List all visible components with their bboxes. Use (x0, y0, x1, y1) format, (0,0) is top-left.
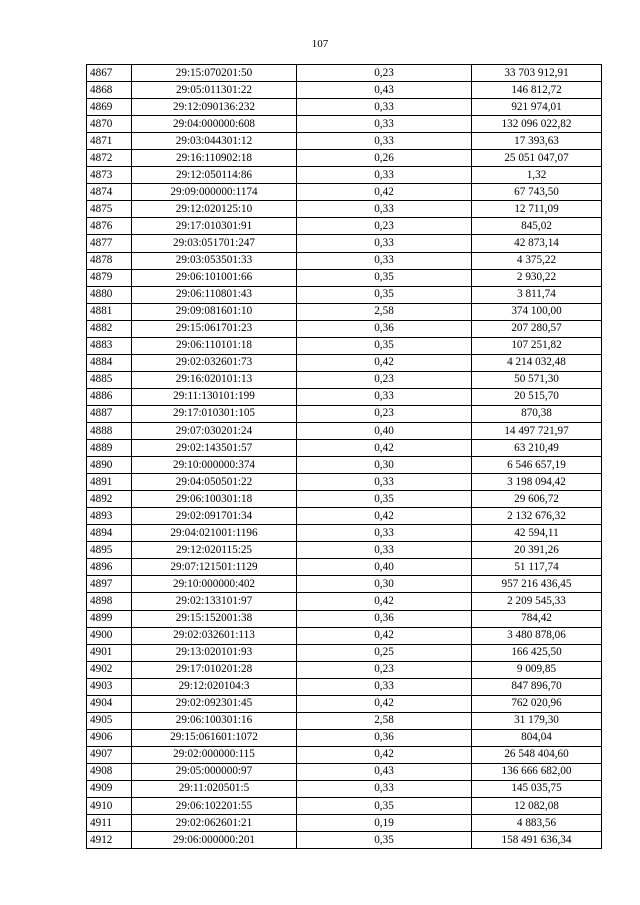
cadastral-number-cell: 29:11:130101:199 (132, 388, 297, 405)
row-number-cell: 4876 (87, 218, 132, 235)
table-row (87, 303, 602, 320)
row-number-cell: 4871 (87, 133, 132, 150)
value-cell: 31 179,30 (472, 712, 602, 729)
rate-cell: 0,42 (297, 593, 472, 610)
cadastral-number-cell: 29:04:050501:22 (132, 474, 297, 491)
table-row (87, 337, 602, 354)
cadastral-number-cell: 29:02:133101:97 (132, 593, 297, 610)
cadastral-number-cell: 29:02:032601:113 (132, 627, 297, 644)
rate-cell: 0,33 (297, 388, 472, 405)
table-row (87, 286, 602, 303)
table-row (87, 525, 602, 542)
value-cell: 42 594,11 (472, 525, 602, 542)
table-row (87, 508, 602, 525)
value-cell: 136 666 682,00 (472, 763, 602, 780)
rate-cell: 0,30 (297, 457, 472, 474)
value-cell: 957 216 436,45 (472, 576, 602, 593)
row-number-cell: 4888 (87, 422, 132, 439)
row-number-cell: 4890 (87, 457, 132, 474)
row-number-cell: 4901 (87, 644, 132, 661)
table-row (87, 269, 602, 286)
value-cell: 4 214 032,48 (472, 354, 602, 371)
value-cell: 374 100,00 (472, 303, 602, 320)
cadastral-number-cell: 29:13:020101:93 (132, 644, 297, 661)
table-row (87, 678, 602, 695)
value-cell: 2 930,22 (472, 269, 602, 286)
table-row (87, 252, 602, 269)
value-cell: 4 883,56 (472, 815, 602, 832)
value-cell: 2 209 545,33 (472, 593, 602, 610)
row-number-cell: 4887 (87, 405, 132, 422)
row-number-cell: 4868 (87, 82, 132, 99)
value-cell: 29 606,72 (472, 491, 602, 508)
rate-cell: 0,35 (297, 337, 472, 354)
rate-cell: 0,35 (297, 491, 472, 508)
value-cell: 146 812,72 (472, 82, 602, 99)
value-cell: 145 035,75 (472, 780, 602, 797)
cadastral-number-cell: 29:02:092301:45 (132, 695, 297, 712)
table-row (87, 405, 602, 422)
rate-cell: 0,33 (297, 167, 472, 184)
value-cell: 4 375,22 (472, 252, 602, 269)
table-row (87, 832, 602, 849)
rate-cell: 0,40 (297, 559, 472, 576)
cadastral-number-cell: 29:05:000000:97 (132, 763, 297, 780)
cadastral-number-cell: 29:02:143501:57 (132, 440, 297, 457)
value-cell: 63 210,49 (472, 440, 602, 457)
table-row (87, 354, 602, 371)
table-row (87, 99, 602, 116)
rate-cell: 0,33 (297, 542, 472, 559)
cadastral-number-cell: 29:06:110101:18 (132, 337, 297, 354)
table-row (87, 627, 602, 644)
value-cell: 207 280,57 (472, 320, 602, 337)
value-cell: 50 571,30 (472, 371, 602, 388)
row-number-cell: 4867 (87, 65, 132, 82)
row-number-cell: 4910 (87, 798, 132, 815)
cadastral-number-cell: 29:04:000000:608 (132, 116, 297, 133)
table-row (87, 184, 602, 201)
row-number-cell: 4897 (87, 576, 132, 593)
cadastral-number-cell: 29:09:081601:10 (132, 303, 297, 320)
rate-cell: 0,42 (297, 184, 472, 201)
rate-cell: 0,33 (297, 235, 472, 252)
value-cell: 132 096 022,82 (472, 116, 602, 133)
cadastral-number-cell: 29:12:090136:232 (132, 99, 297, 116)
value-cell: 20 515,70 (472, 388, 602, 405)
table-row (87, 815, 602, 832)
rate-cell: 0,43 (297, 763, 472, 780)
value-cell: 762 020,96 (472, 695, 602, 712)
cadastral-number-cell: 29:17:010201:28 (132, 661, 297, 678)
table-row (87, 235, 602, 252)
row-number-cell: 4902 (87, 661, 132, 678)
row-number-cell: 4885 (87, 371, 132, 388)
row-number-cell: 4906 (87, 729, 132, 746)
rate-cell: 0,42 (297, 440, 472, 457)
rate-cell: 0,33 (297, 474, 472, 491)
row-number-cell: 4872 (87, 150, 132, 167)
value-cell: 3 198 094,42 (472, 474, 602, 491)
row-number-cell: 4896 (87, 559, 132, 576)
row-number-cell: 4873 (87, 167, 132, 184)
rate-cell: 0,36 (297, 610, 472, 627)
rate-cell: 0,30 (297, 576, 472, 593)
row-number-cell: 4903 (87, 678, 132, 695)
table-row (87, 440, 602, 457)
rate-cell: 0,33 (297, 525, 472, 542)
cadastral-number-cell: 29:15:070201:50 (132, 65, 297, 82)
value-cell: 17 393,63 (472, 133, 602, 150)
table-row (87, 559, 602, 576)
table-row (87, 82, 602, 99)
value-cell: 921 974,01 (472, 99, 602, 116)
value-cell: 12 082,08 (472, 798, 602, 815)
row-number-cell: 4893 (87, 508, 132, 525)
rate-cell: 0,42 (297, 354, 472, 371)
value-cell: 51 117,74 (472, 559, 602, 576)
row-number-cell: 4904 (87, 695, 132, 712)
cadastral-number-cell: 29:02:000000:115 (132, 746, 297, 763)
table-row (87, 780, 602, 797)
table-row (87, 542, 602, 559)
cadastral-number-cell: 29:07:121501:1129 (132, 559, 297, 576)
table-row (87, 491, 602, 508)
rate-cell: 0,42 (297, 508, 472, 525)
cadastral-number-cell: 29:02:091701:34 (132, 508, 297, 525)
row-number-cell: 4889 (87, 440, 132, 457)
cadastral-number-cell: 29:06:100301:18 (132, 491, 297, 508)
cadastral-number-cell: 29:06:101001:66 (132, 269, 297, 286)
cadastral-number-cell: 29:05:011301:22 (132, 82, 297, 99)
cadastral-number-cell: 29:17:010301:91 (132, 218, 297, 235)
table-row (87, 610, 602, 627)
row-number-cell: 4880 (87, 286, 132, 303)
rate-cell: 0,23 (297, 65, 472, 82)
table-row (87, 593, 602, 610)
cadastral-number-cell: 29:03:051701:247 (132, 235, 297, 252)
value-cell: 870,38 (472, 405, 602, 422)
row-number-cell: 4877 (87, 235, 132, 252)
rate-cell: 0,33 (297, 780, 472, 797)
row-number-cell: 4909 (87, 780, 132, 797)
table-row (87, 201, 602, 218)
row-number-cell: 4881 (87, 303, 132, 320)
rate-cell: 0,33 (297, 201, 472, 218)
row-number-cell: 4905 (87, 712, 132, 729)
cadastral-number-cell: 29:07:030201:24 (132, 422, 297, 439)
rate-cell: 0,40 (297, 422, 472, 439)
rate-cell: 0,42 (297, 695, 472, 712)
table-row (87, 729, 602, 746)
rate-cell: 0,36 (297, 320, 472, 337)
rate-cell: 0,23 (297, 371, 472, 388)
cadastral-value-table (86, 64, 602, 849)
rate-cell: 0,33 (297, 99, 472, 116)
cadastral-number-cell: 29:17:010301:105 (132, 405, 297, 422)
table-body (87, 65, 602, 849)
value-cell: 42 873,14 (472, 235, 602, 252)
value-cell: 33 703 912,91 (472, 65, 602, 82)
table-row (87, 150, 602, 167)
rate-cell: 0,35 (297, 269, 472, 286)
table-row (87, 320, 602, 337)
cadastral-number-cell: 29:12:020125:10 (132, 201, 297, 218)
table-row (87, 167, 602, 184)
value-cell: 26 548 404,60 (472, 746, 602, 763)
row-number-cell: 4908 (87, 763, 132, 780)
rate-cell: 0,19 (297, 815, 472, 832)
rate-cell: 0,35 (297, 798, 472, 815)
rate-cell: 0,43 (297, 82, 472, 99)
rate-cell: 0,23 (297, 405, 472, 422)
rate-cell: 2,58 (297, 712, 472, 729)
table-row (87, 661, 602, 678)
cadastral-number-cell: 29:09:000000:1174 (132, 184, 297, 201)
row-number-cell: 4882 (87, 320, 132, 337)
row-number-cell: 4892 (87, 491, 132, 508)
rate-cell: 0,35 (297, 832, 472, 849)
cadastral-number-cell: 29:02:062601:21 (132, 815, 297, 832)
value-cell: 3 480 878,06 (472, 627, 602, 644)
rate-cell: 0,33 (297, 252, 472, 269)
value-cell: 20 391,26 (472, 542, 602, 559)
cadastral-number-cell: 29:11:020501:5 (132, 780, 297, 797)
rate-cell: 0,35 (297, 286, 472, 303)
rate-cell: 0,26 (297, 150, 472, 167)
cadastral-number-cell: 29:12:020115:25 (132, 542, 297, 559)
table-row (87, 457, 602, 474)
row-number-cell: 4907 (87, 746, 132, 763)
value-cell: 14 497 721,97 (472, 422, 602, 439)
value-cell: 9 009,85 (472, 661, 602, 678)
rate-cell: 0,33 (297, 133, 472, 150)
value-cell: 25 051 047,07 (472, 150, 602, 167)
cadastral-number-cell: 29:15:061601:1072 (132, 729, 297, 746)
table-row (87, 746, 602, 763)
page-number: 107 (311, 38, 329, 50)
row-number-cell: 4899 (87, 610, 132, 627)
row-number-cell: 4911 (87, 815, 132, 832)
row-number-cell: 4912 (87, 832, 132, 849)
table-row (87, 422, 602, 439)
value-cell: 1,32 (472, 167, 602, 184)
cadastral-number-cell: 29:12:020104:3 (132, 678, 297, 695)
cadastral-number-cell: 29:03:044301:12 (132, 133, 297, 150)
value-cell: 3 811,74 (472, 286, 602, 303)
row-number-cell: 4895 (87, 542, 132, 559)
cadastral-number-cell: 29:04:021001:1196 (132, 525, 297, 542)
rate-cell: 0,23 (297, 661, 472, 678)
value-cell: 784,42 (472, 610, 602, 627)
rate-cell: 0,33 (297, 116, 472, 133)
row-number-cell: 4875 (87, 201, 132, 218)
value-cell: 166 425,50 (472, 644, 602, 661)
row-number-cell: 4884 (87, 354, 132, 371)
value-cell: 2 132 676,32 (472, 508, 602, 525)
value-cell: 847 896,70 (472, 678, 602, 695)
row-number-cell: 4900 (87, 627, 132, 644)
cadastral-number-cell: 29:12:050114:86 (132, 167, 297, 184)
row-number-cell: 4879 (87, 269, 132, 286)
rate-cell: 0,23 (297, 218, 472, 235)
row-number-cell: 4898 (87, 593, 132, 610)
row-number-cell: 4870 (87, 116, 132, 133)
table-row (87, 576, 602, 593)
cadastral-number-cell: 29:10:000000:374 (132, 457, 297, 474)
row-number-cell: 4874 (87, 184, 132, 201)
rate-cell: 0,42 (297, 627, 472, 644)
table-row (87, 474, 602, 491)
cadastral-number-cell: 29:06:000000:201 (132, 832, 297, 849)
cadastral-number-cell: 29:15:152001:38 (132, 610, 297, 627)
table-row (87, 388, 602, 405)
cadastral-number-cell: 29:06:110801:43 (132, 286, 297, 303)
table-row (87, 218, 602, 235)
rate-cell: 0,36 (297, 729, 472, 746)
row-number-cell: 4886 (87, 388, 132, 405)
rate-cell: 0,25 (297, 644, 472, 661)
cadastral-number-cell: 29:03:053501:33 (132, 252, 297, 269)
cadastral-number-cell: 29:16:020101:13 (132, 371, 297, 388)
value-cell: 6 546 657,19 (472, 457, 602, 474)
row-number-cell: 4891 (87, 474, 132, 491)
value-cell: 12 711,09 (472, 201, 602, 218)
table-row (87, 65, 602, 82)
cadastral-number-cell: 29:06:100301:16 (132, 712, 297, 729)
cadastral-number-cell: 29:16:110902:18 (132, 150, 297, 167)
row-number-cell: 4869 (87, 99, 132, 116)
value-cell: 107 251,82 (472, 337, 602, 354)
rate-cell: 0,33 (297, 678, 472, 695)
table-row (87, 133, 602, 150)
table-row (87, 763, 602, 780)
rate-cell: 0,42 (297, 746, 472, 763)
row-number-cell: 4883 (87, 337, 132, 354)
table-row (87, 644, 602, 661)
table-row (87, 798, 602, 815)
value-cell: 845,02 (472, 218, 602, 235)
value-cell: 67 743,50 (472, 184, 602, 201)
value-cell: 804,04 (472, 729, 602, 746)
table-row (87, 116, 602, 133)
row-number-cell: 4878 (87, 252, 132, 269)
table-row (87, 695, 602, 712)
rate-cell: 2,58 (297, 303, 472, 320)
cadastral-number-cell: 29:06:102201:55 (132, 798, 297, 815)
value-cell: 158 491 636,34 (472, 832, 602, 849)
cadastral-number-cell: 29:10:000000:402 (132, 576, 297, 593)
cadastral-number-cell: 29:15:061701:23 (132, 320, 297, 337)
row-number-cell: 4894 (87, 525, 132, 542)
table-row (87, 371, 602, 388)
cadastral-number-cell: 29:02:032601:73 (132, 354, 297, 371)
table-row (87, 712, 602, 729)
